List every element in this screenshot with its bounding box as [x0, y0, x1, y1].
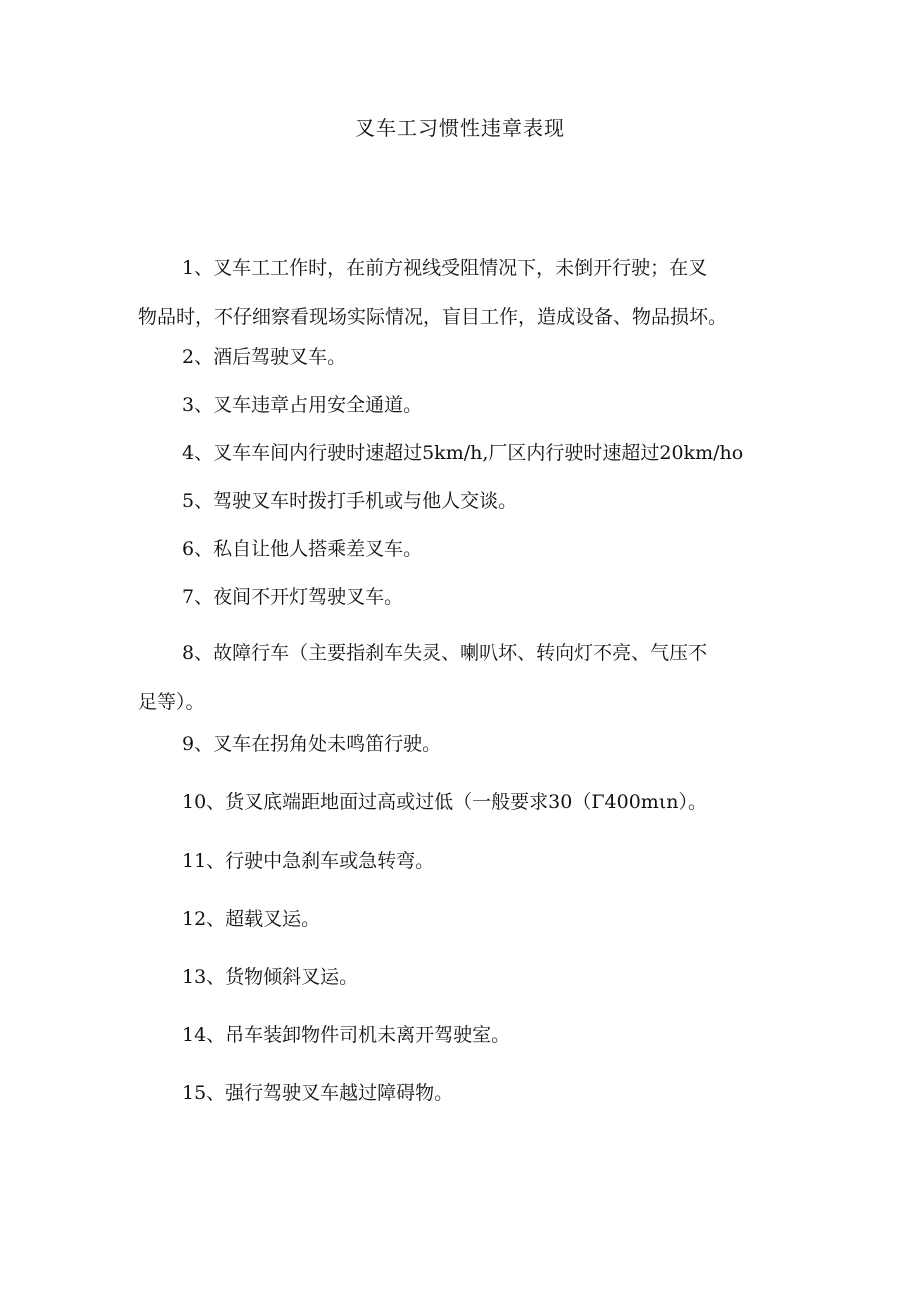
list-item: 14、吊车装卸物件司机未离开驾驶室。 — [182, 1024, 511, 1046]
document-title: 叉车工习惯性违章表现 — [355, 116, 565, 140]
list-item — [138, 629, 828, 727]
list-item: 5、驾驶叉车时拨打手机或与他人交谈。 — [182, 490, 518, 512]
list-item-line: 足等）。 — [138, 691, 205, 713]
list-item: 10、货叉底端距地面过高或过低（一般要求30（Γ400mιn）。 — [182, 791, 708, 813]
list-item-line: 8、故障行车（主要指刹车失灵、喇叭坏、转向灯不亮、气压不 — [182, 642, 708, 664]
list-item: 2、酒后驾驶叉车。 — [182, 346, 347, 368]
list-item: 3、叉车违章占用安全通道。 — [182, 394, 423, 416]
list-item: 12、超载叉运。 — [182, 908, 321, 930]
list-item: 13、货物倾斜叉运。 — [182, 966, 359, 988]
list-item: 4、叉车车间内行驶时速超过5km∕h,厂区内行驶时速超过20km∕ho — [182, 442, 744, 464]
list-item: 9、叉车在拐角处未鸣笛行驶。 — [182, 733, 442, 755]
list-item-line: 1、叉车工工作时，在前方视线受阻情况下，未倒开行驶；在叉 — [182, 257, 708, 279]
list-item: 11、行驶中急刹车或急转弯。 — [182, 850, 435, 872]
list-item: 6、私自让他人搭乘差叉车。 — [182, 538, 423, 560]
list-item: 15、强行驾驶叉车越过障碍物。 — [182, 1082, 454, 1104]
list-item — [138, 244, 828, 342]
list-item: 7、夜间不开灯驾驶叉车。 — [182, 586, 404, 608]
list-item-line: 物品时，不仔细察看现场实际情况，盲目工作，造成设备、物品损坏。 — [138, 306, 728, 328]
